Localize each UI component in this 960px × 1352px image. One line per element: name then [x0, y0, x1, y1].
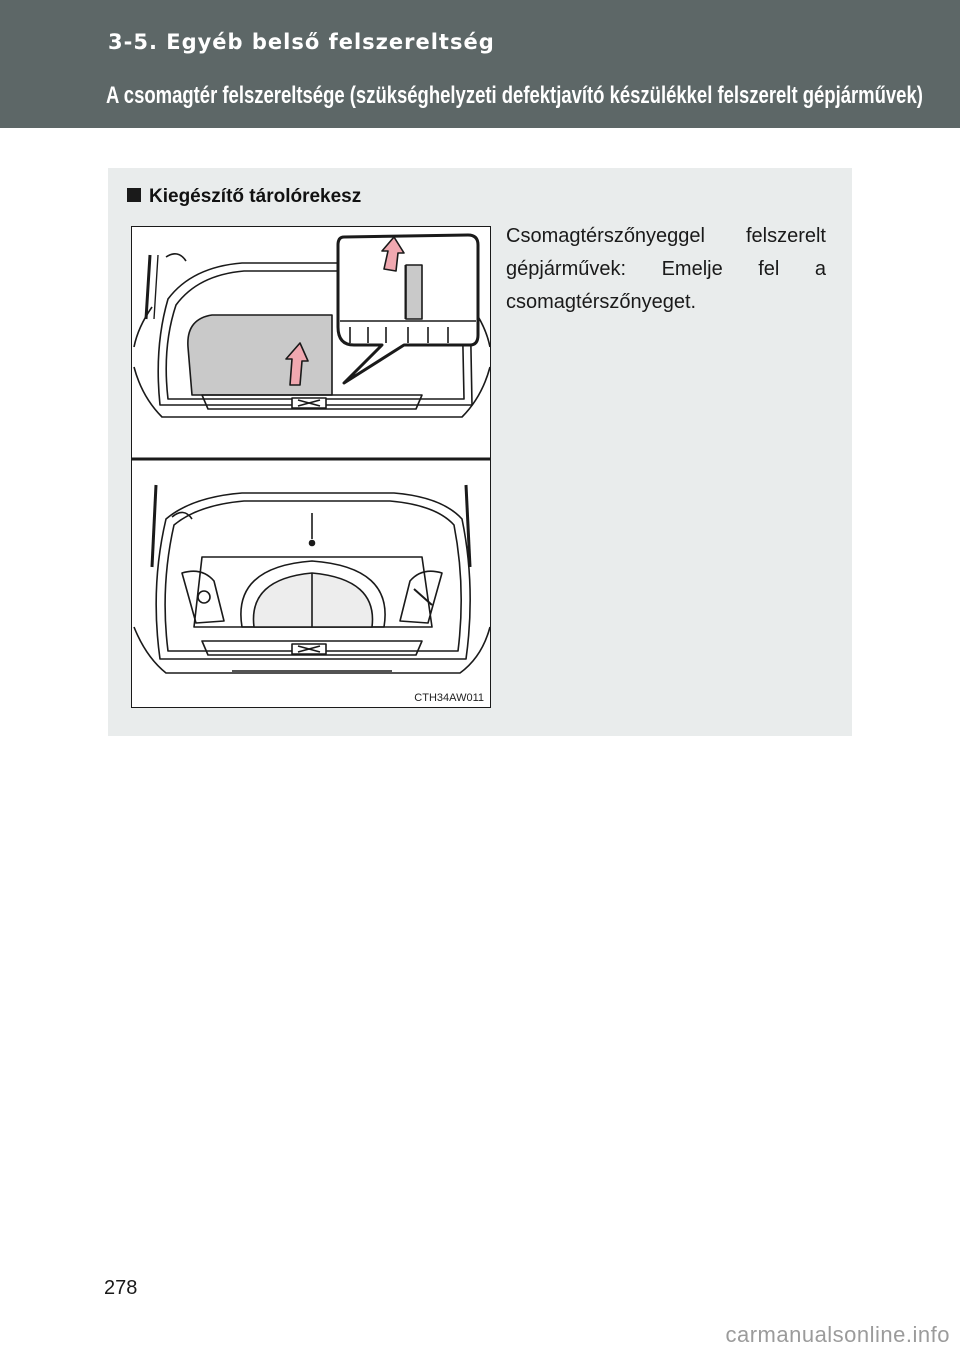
page-title: A csomagtér felszereltsége (szükséghelyzeti defektjavító készülékkel felszerelt gépjárművek) — [106, 82, 923, 109]
box-heading — [127, 186, 361, 208]
watermark: carmanualsonline.info — [725, 1322, 950, 1347]
page-number: 278 — [104, 1277, 138, 1299]
trunk-illustration — [131, 226, 491, 708]
page-header — [0, 0, 960, 128]
info-box — [108, 168, 852, 736]
square-bullet-icon — [127, 188, 141, 202]
trunk-illustration-svg — [132, 227, 491, 708]
box-heading-text: Kiegészítő tárolórekesz — [149, 186, 362, 207]
section-label: 3-5. Egyéb belső felszereltség — [108, 30, 495, 54]
figure-code: CTH34AW011 — [414, 692, 484, 704]
instruction-text: Csomagtérszőnyeggel felszerelt gépjárművek: Emelje fel a csomagtérszőnyeget. — [506, 225, 826, 313]
